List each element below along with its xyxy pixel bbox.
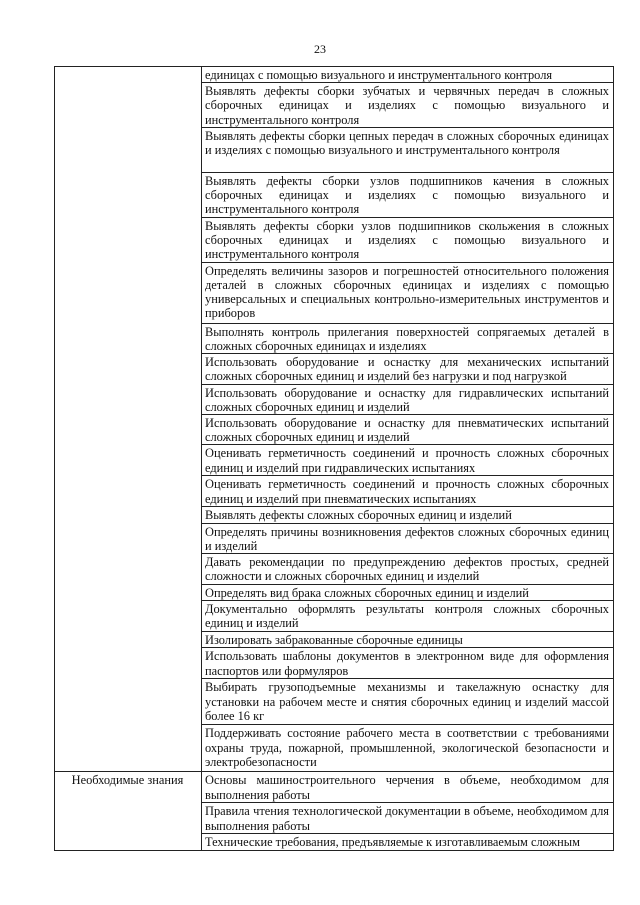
requirements-table-body — [55, 67, 614, 851]
requirements-table — [54, 66, 614, 851]
row-label — [55, 67, 202, 772]
table-row — [55, 772, 614, 803]
row-label: Необходимые знания — [55, 772, 202, 850]
page-number: 23 — [314, 42, 326, 56]
row-text: Документально оформлять результаты контроля сложных сборочных единиц и изделий — [202, 601, 614, 632]
row-text: Изолировать забракованные сборочные единицы — [202, 632, 614, 648]
row-text: Выявлять дефекты сборки узлов подшипников качения в сложных сборочных единицах и изделиях с помощью визуального и инструментального контроля — [202, 172, 614, 217]
row-text: Выявлять дефекты сложных сборочных единиц и изделий — [202, 507, 614, 523]
table-row — [55, 67, 614, 83]
row-text: Оценивать герметичность соединений и прочность сложных сборочных единиц и изделий при гидравлических испытаниях — [202, 445, 614, 476]
row-text: Использовать шаблоны документов в электронном виде для оформления паспортов или формуляров — [202, 648, 614, 679]
row-text: Поддерживать состояние рабочего места в соответствии с требованиями охраны труда, пожарной, промышленной, экологической безопасности и электробезопасности — [202, 725, 614, 772]
row-text: Давать рекомендации по предупреждению дефектов простых, средней сложности и сложных сборочных единиц и изделий — [202, 554, 614, 585]
row-text: Выявлять дефекты сборки цепных передач в сложных сборочных единицах и изделиях с помощью визуального и инструментального контроля — [202, 127, 614, 172]
row-text: Выбирать грузоподъемные механизмы и такелажную оснастку для установки на рабочем месте и снятия сборочных единиц и изделий массой более 16 кг — [202, 679, 614, 725]
row-text: Определять величины зазоров и погрешностей относительного положения деталей в сложных сборочных единицах и изделиях с помощью универсальных и специальных контрольно-измерительных инструментов и приборов — [202, 262, 614, 323]
row-text: Основы машиностроительного черчения в объеме, необходимом для выполнения работы — [202, 772, 614, 803]
row-text: Определять причины возникновения дефектов сложных сборочных единиц и изделий — [202, 523, 614, 553]
row-text: Использовать оборудование и оснастку для пневматических испытаний сложных сборочных единиц и изделий — [202, 415, 614, 445]
row-text: Технические требования, предъявляемые к изготавливаемым сложным — [202, 834, 614, 850]
row-text: Выявлять дефекты сборки узлов подшипников скольжения в сложных сборочных единицах и изделиях с помощью визуального и инструментального контроля — [202, 217, 614, 262]
row-text: Использовать оборудование и оснастку для механических испытаний сложных сборочных единиц и изделий без нагрузки и под нагрузкой — [202, 354, 614, 384]
row-text: Оценивать герметичность соединений и прочность сложных сборочных единиц и изделий при пневматических испытаниях — [202, 476, 614, 507]
row-text: Определять вид брака сложных сборочных единиц и изделий — [202, 585, 614, 601]
row-text: Использовать оборудование и оснастку для гидравлических испытаний сложных сборочных единиц и изделий — [202, 384, 614, 414]
row-text: Правила чтения технологической документации в объеме, необходимом для выполнения работы — [202, 803, 614, 834]
row-text: единицах с помощью визуального и инструментального контроля — [202, 67, 614, 83]
row-text: Выполнять контроль прилегания поверхностей сопрягаемых деталей в сложных сборочных единицах и изделиях — [202, 323, 614, 353]
row-text: Выявлять дефекты сборки зубчатых и червячных передач в сложных сборочных единицах и изделиях с помощью визуального и инструментального контроля — [202, 83, 614, 128]
